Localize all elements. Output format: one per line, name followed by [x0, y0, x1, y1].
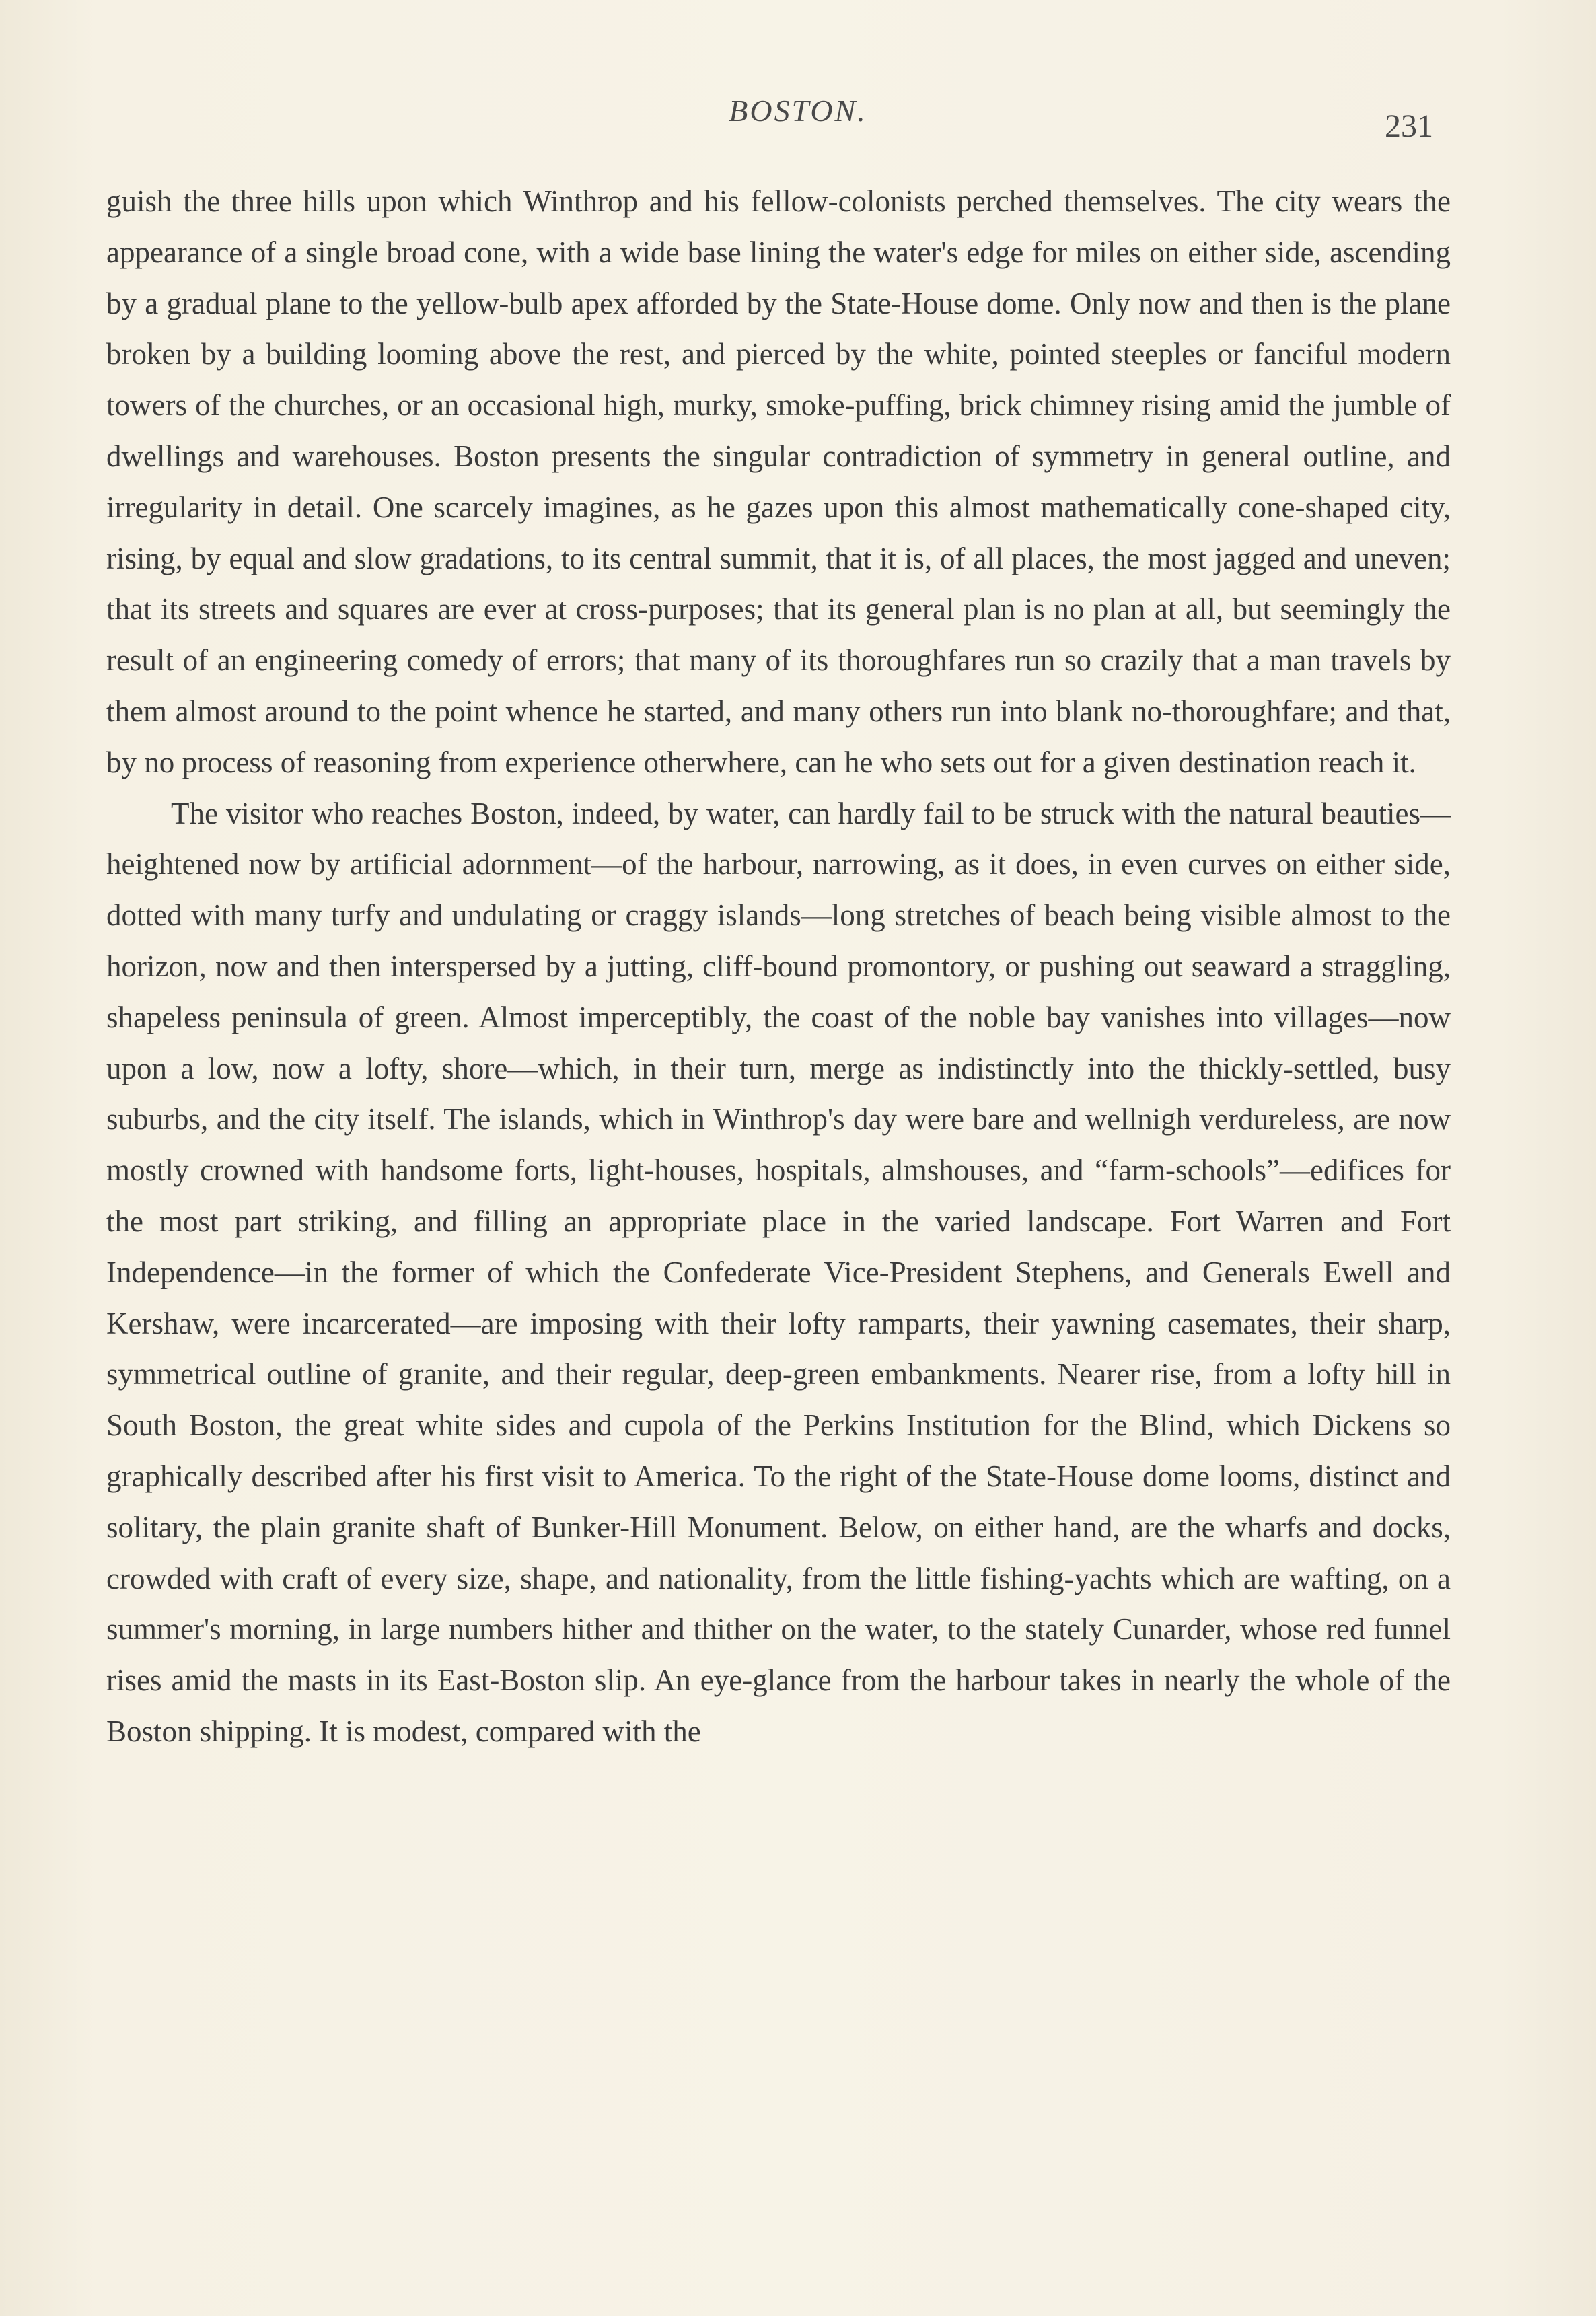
- paragraph-continued: guish the three hills upon which Winthrop and his fellow-colonists perched themselves. The city wears the appearance of a single broad cone, with a wide base lining the water's edge for miles on either side, ascending by a gradual plane to the yellow-bulb apex afforded by the State-House dome. Only now and then is the plane broken by a building looming above the rest, and pierced by the white, pointed steeples or fanciful modern towers of the churches, or an occasional high, murky, smoke-puffing, brick chimney rising amid the jumble of dwellings and warehouses. Boston presents the singular contradiction of symmetry in general outline, and irregularity in detail. One scarcely imagines, as he gazes upon this almost mathematically cone-shaped city, rising, by equal and slow gradations, to its central summit, that it is, of all places, the most jagged and uneven; that its streets and squares are ever at cross-purposes; that its general plan is no plan at all, but seemingly the result of an engineering comedy of errors; that many of its thoroughfares run so crazily that a man travels by them almost around to the point whence he started, and many others run into blank no-thoroughfare; and that, by no process of reasoning from experience otherwhere, can he who sets out for a given destination reach it.: [106, 184, 1451, 779]
- page-number: 231: [1385, 108, 1433, 144]
- running-title: BOSTON.: [729, 94, 867, 128]
- paragraph-visitor-by-water: The visitor who reaches Boston, indeed, by water, can hardly fail to be struck with the natural beauties—heightened now by artificial adornment—of the harbour, narrowing, as it does, in even curves on either side, dotted with many turfy and undulating or craggy islands—long stretches of beach being visible almost to the horizon, now and then interspersed by a jutting, cliff-bound promontory, or pushing out seaward a straggling, shapeless peninsula of green. Almost imperceptibly, the coast of the noble bay vanishes into villages—now upon a low, now a lofty, shore—which, in their turn, merge as indistinctly into the thickly-settled, busy suburbs, and the city itself. The islands, which in Winthrop's day were bare and wellnigh verdureless, are now mostly crowned with handsome forts, light-houses, hospitals, almshouses, and “farm-schools”—edifices for the most part striking, and filling an appropriate place in the varied landscape. Fort Warren and Fort Independence—in the former of which the Confederate Vice-President Stephens, and Generals Ewell and Kershaw, were incarcerated—are imposing with their lofty ramparts, their yawning casemates, their sharp, symmetrical outline of granite, and their regular, deep-green embankments. Nearer rise, from a lofty hill in South Boston, the great white sides and cupola of the Perkins Institution for the Blind, which Dickens so graphically described after his first visit to America. To the right of the State-House dome looms, distinct and solitary, the plain granite shaft of Bunker-Hill Monument. Below, on either hand, are the wharfs and docks, crowded with craft of every size, shape, and nationality, from the little fishing-yachts which are wafting, on a summer's morning, in large numbers hither and thither on the water, to the stately Cunarder, whose red funnel rises amid the masts in its East-Boston slip. An eye-glance from the harbour takes in nearly the whole of the Boston shipping. It is modest, compared with the: [106, 796, 1451, 1748]
- body-text: [106, 176, 1451, 1758]
